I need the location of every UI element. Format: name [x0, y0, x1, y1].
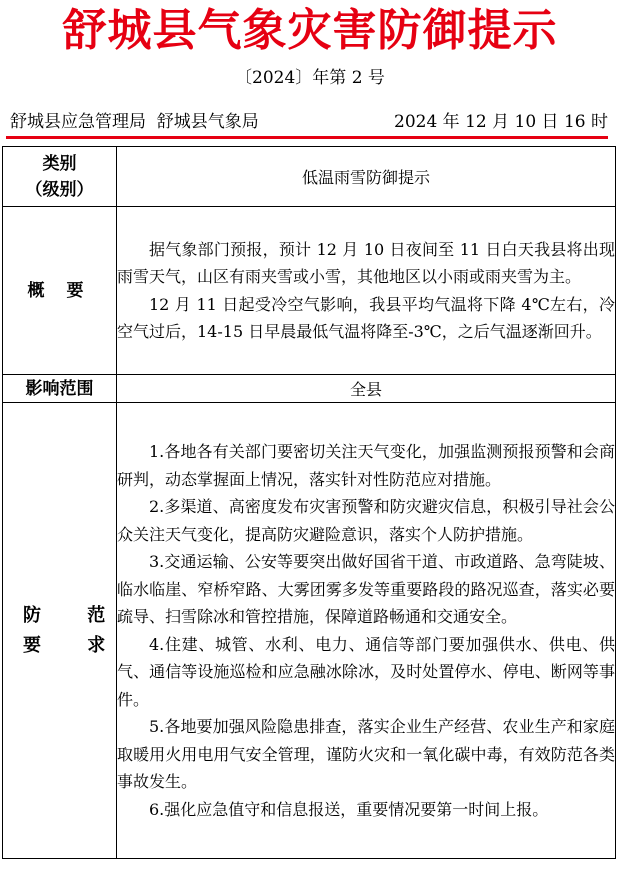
category-value: 低温雨雪防御提示 — [117, 147, 616, 207]
requirements-content — [117, 403, 616, 859]
red-divider — [6, 136, 608, 139]
requirements-row — [3, 403, 616, 859]
requirements-label-line2: 要 求 — [23, 634, 126, 656]
requirements-label-line1: 防 范 — [23, 604, 126, 626]
requirement-item: 4.住建、城管、水利、电力、通信等部门要加强供水、供电、供气、通信等设施巡检和应急融冰除冰，及时处置停水、停电、断网等事件。 — [117, 634, 615, 709]
issuer-line — [10, 108, 608, 136]
category-label — [3, 147, 117, 207]
category-label-line1: 类别 — [42, 153, 77, 174]
category-row — [3, 147, 616, 207]
scope-label: 影响范围 — [3, 375, 117, 403]
requirement-item: 6.强化应急值守和信息报送，重要情况要第一时间上报。 — [149, 799, 549, 819]
requirement-item: 1.各地各有关部门要密切关注天气变化，加强监测预报预警和会商研判，动态掌握面上情况，落实针对性防范应对措施。 — [117, 442, 615, 489]
warning-table — [2, 146, 616, 859]
issuing-agencies: 舒城县应急管理局 舒城县气象局 — [10, 112, 259, 132]
issue-datetime: 2024 年 12 月 10 日 16 时 — [394, 112, 608, 132]
category-label-line2: （级别） — [25, 179, 94, 200]
requirement-item: 5.各地要加强风险隐患排查，落实企业生产经营、农业生产和家庭取暖用火用电用气安全管理，谨防火灾和一氧化碳中毒，有效防范各类事故发生。 — [117, 717, 615, 791]
requirements-label — [3, 403, 126, 859]
overview-paragraph: 据气象部门预报，预计 12 月 10 日夜间至 11 日白天我县将出现雨雪天气，山区有雨夹雪或小雪，其他地区以小雨或雨夹雪为主。 — [117, 239, 615, 286]
scope-value: 全县 — [117, 375, 616, 403]
requirement-item: 2.多渠道、高密度发布灾害预警和防灾避灾信息，积极引导社会公众关注天气变化，提高防灾避险意识，落实个人防护措施。 — [117, 497, 615, 544]
overview-row — [3, 207, 616, 375]
scope-row — [3, 375, 616, 403]
overview-content — [117, 207, 616, 375]
issue-number: 〔2024〕年第 2 号 — [235, 68, 385, 88]
document-title: 舒城县气象灾害防御提示 — [62, 5, 558, 56]
requirement-item: 3.交通运输、公安等要突出做好国省干道、市政道路、急弯陡坡、临水临崖、窄桥窄路、大雾团雾多发等重要路段的路况巡查，落实必要疏导、扫雪除冰和管控措施，保障道路畅通和交通安全。 — [117, 552, 615, 626]
overview-paragraph: 12 月 11 日起受冷空气影响，我县平均气温将下降 4℃左右，冷空气过后，14-15 日早晨最低气温将降至-3℃，之后气温逐渐回升。 — [117, 294, 615, 341]
overview-label: 概 要 — [3, 207, 117, 375]
